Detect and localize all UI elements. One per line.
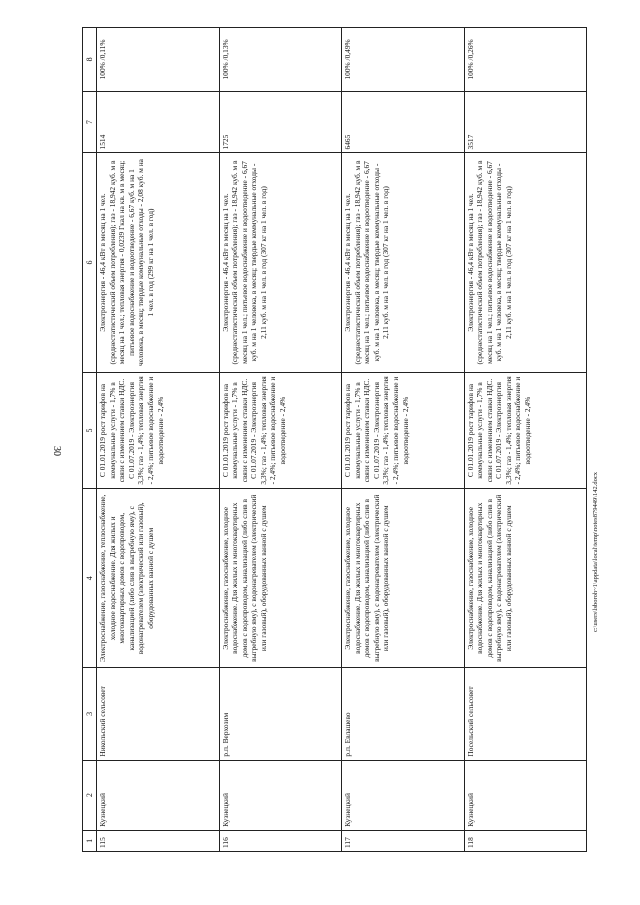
district-cell: Кузнецкий <box>97 760 220 830</box>
population-cell: 6465 <box>342 91 465 153</box>
services-cell: Электроснабжение, газоснабжение, холодное водоснабжение. Для жилых и многоквартирных домов с водопроводом, канализацией (либо слив в выгребную яму), с водонагревателем (электрический или газовый), оборудованных ванной с душем <box>219 489 342 668</box>
tariff-table <box>82 27 587 852</box>
row-number: 115 <box>97 830 220 851</box>
services-cell: Электроснабжение, газоснабжение, теплоснабжение, холодное водоснабжение. Для жилых и многоквартирных домов с водопроводом, канализацией (либо слив в выгребную яму), с водонагревателем (электрический или газовый), оборудованных ванной с душем <box>97 489 220 668</box>
district-cell: Кузнецкий <box>342 760 465 830</box>
tariff-table-container <box>82 27 587 852</box>
share-cell: 100% /0,26% <box>464 28 587 92</box>
column-header: 7 <box>83 91 97 153</box>
consumption-cell: Электроэнергия - 46,4 кВт в месяц на 1 чел. (среднестатистический объем потребления); газ - 18,942 куб. м в месяц на 1 чел.; питьевое водоснабжение и водоотведение - 6,67 куб. м на 1 человека, в месяц; твердые коммунальные отходы - 2,11 куб. м на 1 чел. в год (307 кг на 1 чел. в год) <box>464 153 587 372</box>
tariff-growth-cell: С 01.01.2019 рост тарифов на коммунальные услуги - 1,7% в связи с изменением ставки НДС. С 01.07.2019 - Электроэнергия 3,3%; газ - 1,4%; тепловая энергия - 2,4%; питьевое водоснабжение и водоотведение - 2,4% <box>342 372 465 489</box>
share-cell: 100% /0,11% <box>97 28 220 92</box>
page-number: 30 <box>51 446 62 456</box>
column-header: 8 <box>83 28 97 92</box>
services-cell: Электроснабжение, газоснабжение, холодное водоснабжение. Для жилых и многоквартирных домов с водопроводом, канализацией (либо слив в выгребную яму), с водонагревателем (электрический или газовый), оборудованных ванной с душем <box>464 489 587 668</box>
population-cell: 3517 <box>464 91 587 153</box>
row-number: 117 <box>342 830 465 851</box>
tariff-growth-cell: С 01.01.2019 рост тарифов на коммунальные услуги - 1,7% в связи с изменением ставки НДС. С 01.07.2019 - Электроэнергия 3,3%; газ - 1,4%; тепловая энергия - 2,4%; питьевое водоснабжение и водоотведение - 2,4% <box>219 372 342 489</box>
column-header: 3 <box>83 668 97 761</box>
column-header: 2 <box>83 760 97 830</box>
municipality-cell: р.п. Евлашево <box>342 668 465 761</box>
share-cell: 100% /0,49% <box>342 28 465 92</box>
column-header: 1 <box>83 830 97 851</box>
consumption-cell: Электроэнергия - 46,4 кВт в месяц на 1 чел. (среднестатистический объем потребления); газ - 18,942 куб. м в месяц на 1 чел.; питьевое водоснабжение и водоотведение - 6,67 куб. м на 1 человека, в месяц; твердые коммунальные отходы - 2,11 куб. м на 1 чел. в год (307 кг на 1 чел. в год) <box>342 153 465 372</box>
tariff-growth-cell: С 01.01.2019 рост тарифов на коммунальные услуги - 1,7% в связи с изменением ставки НДС. С 01.07.2019 - Электроэнергия 3,3%; газ - 1,4%; тепловая энергия - 2,4%; питьевое водоснабжение и водоотведение - 2,4% <box>97 372 220 489</box>
services-cell: Электроснабжение, газоснабжение, холодное водоснабжение. Для жилых и многоквартирных домов с водопроводом, канализацией (либо слив в выгребную яму), с водонагревателем (электрический или газовый), оборудованных ванной с душем <box>342 489 465 668</box>
population-cell: 1514 <box>97 91 220 153</box>
district-cell: Кузнецкий <box>464 760 587 830</box>
consumption-cell: Электроэнергия - 46,4 кВт в месяц на 1 чел. (среднестатистический объем потребления); газ - 18,942 куб. м в месяц на 1 чел.; тепловая энергия - 0,0239 Гкал на кв. м в месяц; питьевое водоснабжение и водоотведение - 6,67 куб. м на 1 человека, в месяц; твердые коммунальные отходы - 2,08 куб. м на 1 чел. в год (299 кг на 1 чел. в год) <box>97 153 220 372</box>
footer-file-path: c:\users\lsboroh~1\appdata\local\temp\notes879449\142.docx <box>592 471 599 632</box>
municipality-cell: Никольский сельсовет <box>97 668 220 761</box>
table-row <box>219 28 342 852</box>
tariff-growth-cell: С 01.01.2019 рост тарифов на коммунальные услуги - 1,7% в связи с изменением ставки НДС. С 01.07.2019 - Электроэнергия 3,3%; газ - 1,4%; тепловая энергия - 2,4%; питьевое водоснабжение и водоотведение - 2,4% <box>464 372 587 489</box>
column-header: 5 <box>83 372 97 489</box>
consumption-cell: Электроэнергия - 46,4 кВт в месяц на 1 чел. (среднестатистический объем потребления); газ - 18,942 куб. м в месяц на 1 чел.; питьевое водоснабжение и водоотведение - 6,67 куб. м на 1 человека, в месяц; твердые коммунальные отходы - 2,11 куб. м на 1 чел. в год (307 кг на 1 чел. в год) <box>219 153 342 372</box>
row-number: 116 <box>219 830 342 851</box>
table-row <box>97 28 220 852</box>
row-number: 118 <box>464 830 587 851</box>
share-cell: 100% /0,13% <box>219 28 342 92</box>
municipality-cell: р.п. Верхозим <box>219 668 342 761</box>
population-cell: 1725 <box>219 91 342 153</box>
district-cell: Кузнецкий <box>219 760 342 830</box>
municipality-cell: Посельский сельсовет <box>464 668 587 761</box>
column-header: 6 <box>83 153 97 372</box>
table-row <box>342 28 465 852</box>
table-header-row <box>83 28 97 852</box>
column-header: 4 <box>83 489 97 668</box>
table-row <box>464 28 587 852</box>
